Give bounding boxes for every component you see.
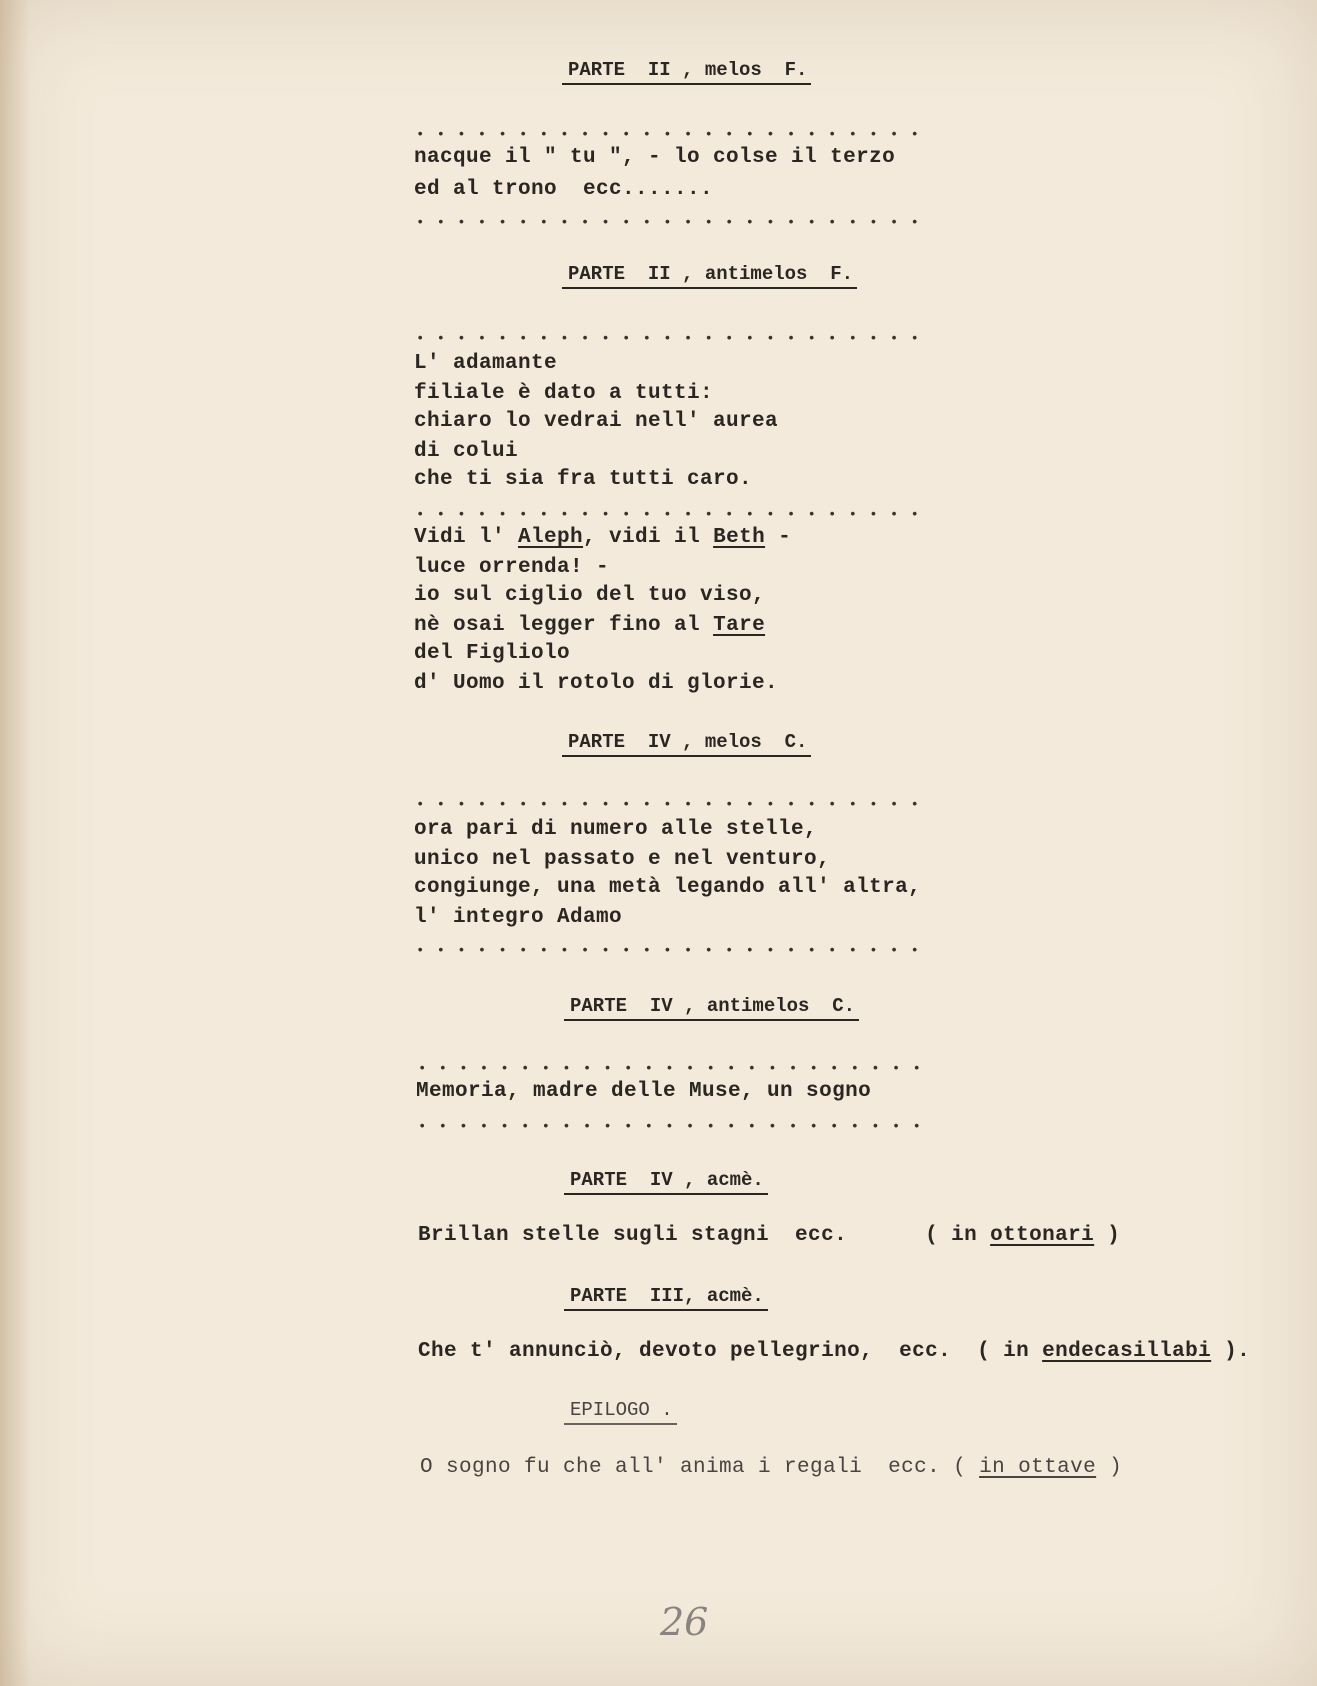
underlined-word-aleph: Aleph bbox=[518, 526, 584, 549]
paper-edge-shadow bbox=[0, 0, 30, 1686]
dot-separator: • • • • • • • • • • • • • • • • • • • • • • • • • bbox=[416, 943, 921, 959]
text-line-aleph-beth bbox=[414, 524, 791, 552]
gap bbox=[940, 1456, 953, 1479]
underlined-word-in-ottave: in ottave bbox=[979, 1456, 1097, 1479]
text-line: che ti sia fra tutti caro. bbox=[414, 468, 753, 491]
text-line: io sul ciglio del tuo viso, bbox=[414, 584, 766, 607]
text-line: L' adamante bbox=[414, 352, 558, 375]
dot-separator: • • • • • • • • • • • • • • • • • • • • • • • • • bbox=[416, 215, 921, 231]
dot-separator: • • • • • • • • • • • • • • • • • • • • • • • • • bbox=[418, 1061, 923, 1077]
text-run: O sogno fu che all' anima i regali ecc. bbox=[420, 1456, 941, 1479]
underlined-word-tare: Tare bbox=[713, 614, 766, 637]
text-run: ) bbox=[1094, 1224, 1121, 1247]
gap bbox=[847, 1224, 925, 1247]
text-run: ). bbox=[1211, 1340, 1251, 1363]
text-run: Vidi l' bbox=[414, 526, 519, 549]
text-run: ( in bbox=[925, 1224, 991, 1247]
text-run: Brillan stelle sugli stagni ecc. bbox=[418, 1224, 848, 1247]
text-line: filiale è dato a tutti: bbox=[414, 382, 714, 405]
gap bbox=[951, 1340, 977, 1363]
underlined-word-ottonari: ottonari bbox=[990, 1224, 1095, 1247]
heading-parte-iv-melos: PARTE IV , melos C. bbox=[562, 730, 811, 757]
text-run: , vidi il bbox=[583, 526, 714, 549]
text-run: - bbox=[765, 526, 792, 549]
heading-epilogo: EPILOGO . bbox=[564, 1398, 677, 1425]
text-run: nè osai legger fino al bbox=[414, 614, 714, 637]
text-line: Memoria, madre delle Muse, un sogno bbox=[416, 1080, 872, 1103]
underlined-word-endecasillabi: endecasillabi bbox=[1042, 1340, 1212, 1363]
text-line: nacque il " tu ", - lo colse il terzo bbox=[414, 146, 896, 169]
page-number: 26 bbox=[660, 1600, 709, 1644]
heading-parte-iv-acme: PARTE IV , acmè. bbox=[564, 1168, 768, 1195]
heading-parte-iii-acme: PARTE III, acmè. bbox=[564, 1284, 768, 1311]
text-line: l' integro Adamo bbox=[414, 906, 623, 929]
text-run: ) bbox=[1096, 1456, 1123, 1479]
text-line: congiunge, una metà legando all' altra, bbox=[414, 876, 922, 899]
text-line: di colui bbox=[414, 440, 519, 463]
text-line-ottave bbox=[420, 1454, 1122, 1482]
dot-separator: • • • • • • • • • • • • • • • • • • • • • • • • • bbox=[416, 797, 921, 813]
text-line-endecasillabi bbox=[418, 1338, 1250, 1366]
text-line-tare bbox=[414, 612, 765, 640]
text-line: chiaro lo vedrai nell' aurea bbox=[414, 410, 779, 433]
heading-parte-ii-antimelos: PARTE II , antimelos F. bbox=[562, 262, 857, 289]
dot-separator: • • • • • • • • • • • • • • • • • • • • • • • • • bbox=[416, 331, 921, 347]
heading-parte-iv-antimelos: PARTE IV , antimelos C. bbox=[564, 994, 859, 1021]
text-line-ottonari bbox=[418, 1222, 1120, 1250]
dot-separator: • • • • • • • • • • • • • • • • • • • • • • • • • bbox=[416, 127, 921, 143]
text-run: Che t' annunciò, devoto pellegrino, ecc. bbox=[418, 1340, 952, 1363]
heading-parte-ii-melos: PARTE II , melos F. bbox=[562, 58, 811, 85]
underlined-word-beth: Beth bbox=[713, 526, 766, 549]
text-line: d' Uomo il rotolo di glorie. bbox=[414, 672, 779, 695]
dot-separator: • • • • • • • • • • • • • • • • • • • • • • • • • bbox=[416, 507, 921, 523]
text-line: ed al trono ecc....... bbox=[414, 178, 714, 201]
text-run: ( in bbox=[977, 1340, 1043, 1363]
text-line: ora pari di numero alle stelle, bbox=[414, 818, 818, 841]
text-line: unico nel passato e nel venturo, bbox=[414, 848, 831, 871]
text-line: luce orrenda! - bbox=[414, 556, 610, 579]
text-line: del Figliolo bbox=[414, 642, 571, 665]
text-run: ( bbox=[953, 1456, 980, 1479]
dot-separator: • • • • • • • • • • • • • • • • • • • • • • • • • bbox=[418, 1119, 923, 1135]
